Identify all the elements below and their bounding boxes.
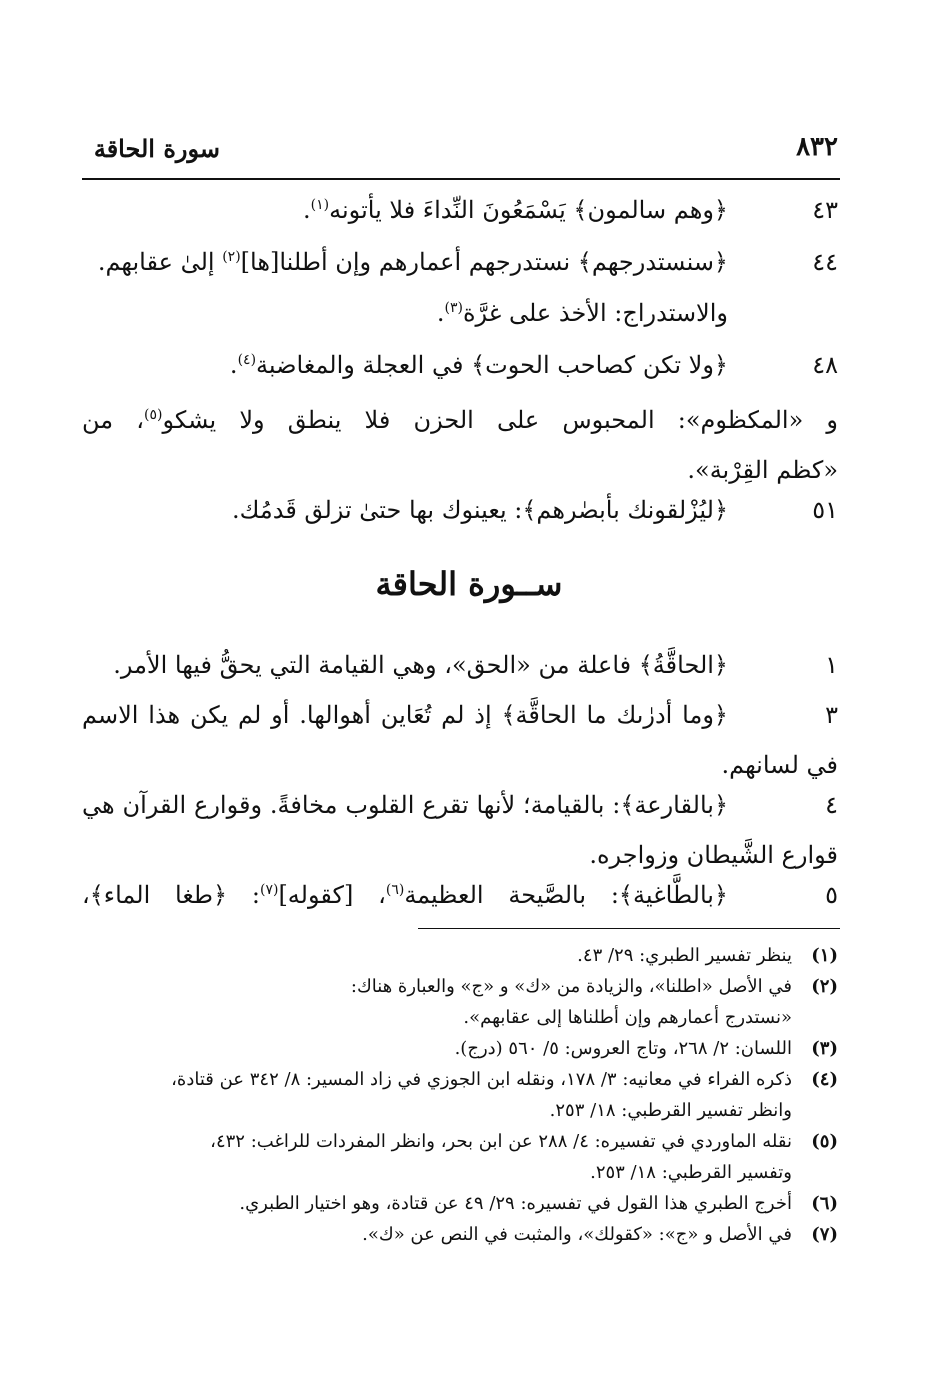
footnote-text: «نستدرج أعمارهم وإن أطلناها إلى عقابهم».: [463, 1007, 792, 1028]
verse-entry-1: [82, 640, 838, 690]
footnote-divider: [418, 928, 840, 929]
gloss-text-end: .: [229, 351, 238, 379]
footnote-4: [82, 1064, 838, 1126]
footnote-ref: (٦): [385, 882, 405, 898]
footnote-5: [82, 1126, 838, 1188]
verse-entry-51: [82, 485, 838, 535]
gloss-text-end: إلىٰ عقابهم.: [97, 248, 223, 276]
verse-3-line-1: [82, 690, 838, 740]
footnote-text: في الأصل «اطلنا»، والزيادة من «ك» و «ج» والعبارة هناك:: [350, 976, 792, 997]
footnote-ref: (٢): [222, 249, 241, 265]
surah-heading: ســورة الحاقة: [375, 565, 563, 603]
verse-gloss-line: ﴿بالقارعة﴾: بالقيامة؛ لأنها تقرع القلوب مخافةً. وقوارع القرآن هي: [82, 791, 728, 819]
gloss-text: ﴿سنستدرجهم﴾ نستدرجهم أعمارهم وإن أطلنا[ها]: [240, 248, 728, 276]
verse-4-line-1: [82, 780, 838, 830]
makzoom-text: و «المكظوم»: المحبوس على الحزن فلا ينطق ولا يشكو: [162, 406, 839, 434]
verse-number: ٤٤: [812, 248, 838, 276]
gloss-text-end: .: [436, 299, 445, 327]
footnote-number: (٦): [811, 1193, 838, 1214]
footnote-ref: (٤): [237, 352, 257, 368]
verse-number: ٤٣: [812, 196, 838, 224]
verse-entry-44: [82, 237, 838, 287]
verse-number: ٥: [825, 881, 838, 909]
footnote-2: [82, 971, 838, 1033]
verse-entry-43: [82, 185, 838, 235]
verse-gloss-line: [82, 870, 728, 920]
running-header: [82, 128, 838, 168]
verse-gloss-line: في لسانهم.: [721, 751, 838, 779]
footnote-number: (٥): [811, 1131, 838, 1152]
footnote-text: وانظر تفسير القرطبي: ١٨/ ٢٥٣.: [549, 1100, 792, 1121]
footnote-6: [82, 1188, 838, 1219]
footnote-number: (٢): [811, 976, 838, 997]
footnote-text: أخرج الطبري هذا القول في تفسيره: ٢٩/ ٤٩ عن قتادة، وهو اختيار الطبري.: [239, 1193, 792, 1214]
verse-number: ١: [825, 651, 838, 679]
makzoom-line-1: [82, 395, 838, 445]
note-text: [82, 288, 728, 338]
makzoom-note: [82, 395, 838, 495]
footnotes: [82, 940, 838, 1250]
gloss-text-end: .: [303, 196, 311, 224]
verse-number: ٤٨: [812, 351, 838, 379]
footnote-ref: (٣): [444, 300, 463, 316]
footnote-text: اللسان: ٢/ ٢٦٨، وتاج العروس: ٥/ ٥٦٠ (درج).: [454, 1038, 792, 1059]
footnote-text: في الأصل و «ج»: «كقولك»، والمثبت في النص عن «ك».: [362, 1224, 792, 1245]
verse-entry-4: [82, 780, 838, 880]
gloss-text: ﴿وهم سالمون﴾ يَسْمَعُونَ النِّداءَ فلا يأتونه: [329, 196, 728, 224]
istidraj-note: [82, 288, 838, 338]
footnote-ref: (٧): [259, 882, 279, 898]
verse-gloss: [82, 340, 728, 390]
footnote-number: (٤): [811, 1069, 838, 1090]
verse-entry-48: [82, 340, 838, 390]
footnote-text: وتفسير القرطبي: ١٨/ ٢٥٣.: [590, 1162, 792, 1183]
footnote-number: (٣): [811, 1038, 838, 1059]
footnote-text: نقله الماوردي في تفسيره: ٤/ ٢٨٨ عن ابن بحر، وانظر المفردات للراغب: ٤٣٢،: [210, 1131, 792, 1152]
makzoom-text-end: ، من: [82, 406, 145, 434]
verse-number: ٥١: [812, 496, 838, 524]
verse-gloss: ﴿الحاقَّةُ﴾ فاعلة من «الحق»، وهي القيامة التي يحقُّ فيها الأمر.: [113, 651, 728, 679]
footnote-7: [82, 1219, 838, 1250]
footnote-text: ذكره الفراء في معانيه: ٣/ ١٧٨، ونقله ابن الجوزي في زاد المسير: ٨/ ٣٤٢ عن قتادة،: [171, 1069, 792, 1090]
footnote-number: (١): [811, 945, 838, 966]
verse-entry-5: [82, 870, 838, 920]
verse-5-line-1: [82, 870, 838, 920]
footnote-ref: (١): [310, 197, 330, 213]
verse-number: ٣: [825, 701, 838, 729]
makzoom-line-2: «كظم القِرْبة».: [687, 456, 838, 484]
verse-gloss: [82, 185, 728, 235]
footnote-text: ينظر تفسير الطبري: ٢٩/ ٤٣.: [577, 945, 792, 966]
gloss-text: ﴿ولا تكن كصاحب الحوت﴾ في العجلة والمغاضبة: [256, 351, 728, 379]
footnote-ref: (٥): [144, 407, 163, 423]
gloss-text: والاستدراج: الأخذ على غرَّة: [462, 299, 728, 327]
header-surah-title: سورة الحاقة: [93, 134, 220, 163]
gloss-text: ﴿بالطَّاغية﴾: بالصَّيحة العظيمة: [404, 881, 728, 909]
gloss-text: : ﴿طغا الماء﴾،: [82, 881, 260, 909]
verse-gloss: [82, 237, 728, 287]
verse-number: ٤: [825, 791, 838, 819]
footnote-1: [82, 940, 838, 971]
header-divider: [82, 178, 840, 180]
verse-entry-3: [82, 690, 838, 790]
verse-gloss-line: قوارع الشَّيطان وزواجره.: [589, 841, 838, 869]
page-number: ٨٣٢: [796, 132, 838, 162]
verse-gloss-line: ﴿وما أدرٰىك ما الحاقَّة﴾ إذ لم تُعَاين أهوالها. أو لم يكن هذا الاسم: [82, 701, 728, 729]
gloss-text: ، [كقوله]: [278, 881, 386, 909]
footnote-number: (٧): [811, 1224, 838, 1245]
footnote-3: [82, 1033, 838, 1064]
verse-gloss: ﴿ليُزْلقونك بأبصٰرهم﴾: يعينوك بها حتىٰ تزلق قَدمُك.: [232, 496, 728, 524]
